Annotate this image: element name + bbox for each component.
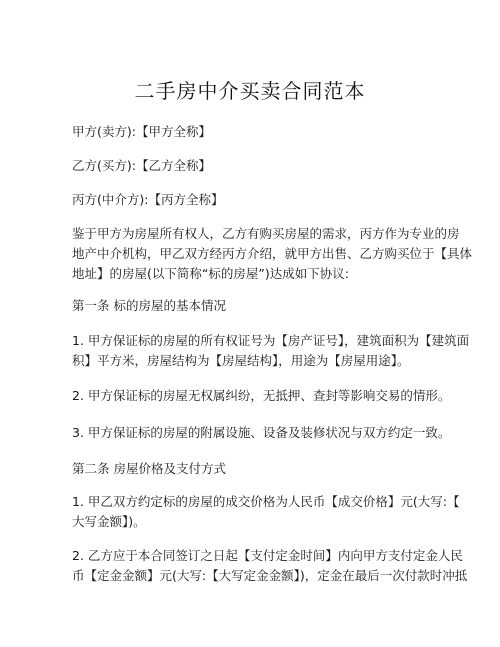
article-1-heading: 第一条 标的房屋的基本情况: [72, 298, 226, 313]
intro-line: 地产中介机构，甲乙双方经丙方介绍，就甲方出售、乙方购买位于【具体: [72, 246, 473, 261]
article-2-item-2-line: 币【定金金额】元(大写:【大写定金金额】)，定金在最后一次付款时冲抵: [72, 568, 468, 583]
party-b-line: 乙方(买方):【乙方全称】: [72, 158, 211, 173]
article-1-item-1-line: 1. 甲方保证标的房屋的所有权证号为【房产证号】，建筑面积为【建筑面: [72, 333, 470, 348]
intro-line: 鉴于甲方为房屋所有权人，乙方有购买房屋的需求，丙方作为专业的房: [72, 226, 460, 241]
intro-line: 地址】的房屋(以下简称“标的房屋”)达成如下协议:: [72, 266, 349, 281]
document-title: 二手房中介买卖合同范本: [134, 79, 366, 103]
article-1-item-3: 3. 甲方保证标的房屋的附属设施、设备及装修状况与双方约定一致。: [72, 425, 451, 440]
article-1-item-1: [72, 331, 470, 371]
article-2-heading: 第二条 房屋价格及支付方式: [72, 461, 226, 476]
article-2-item-2: [72, 546, 468, 586]
article-2-item-2-line: 2. 乙方应于本合同签订之日起【支付定金时间】内向甲方支付定金人民: [72, 548, 463, 563]
article-1-item-1-line: 积】平方米，房屋结构为【房屋结构】，用途为【房屋用途】。: [72, 353, 410, 368]
intro-paragraph: [72, 224, 473, 284]
party-c-line: 丙方(中介方):【丙方全称】: [72, 192, 224, 207]
article-2-item-1: [72, 492, 460, 532]
party-a-line: 甲方(卖方):【甲方全称】: [72, 124, 211, 139]
article-2-item-1-line: 1. 甲乙双方约定标的房屋的成交价格为人民币【成交价格】元(大写:【: [72, 494, 460, 509]
article-1-item-2: 2. 甲方保证标的房屋无权属纠纷，无抵押、查封等影响交易的情形。: [72, 388, 451, 403]
article-2-item-1-line: 大写金额】)。: [72, 514, 146, 529]
